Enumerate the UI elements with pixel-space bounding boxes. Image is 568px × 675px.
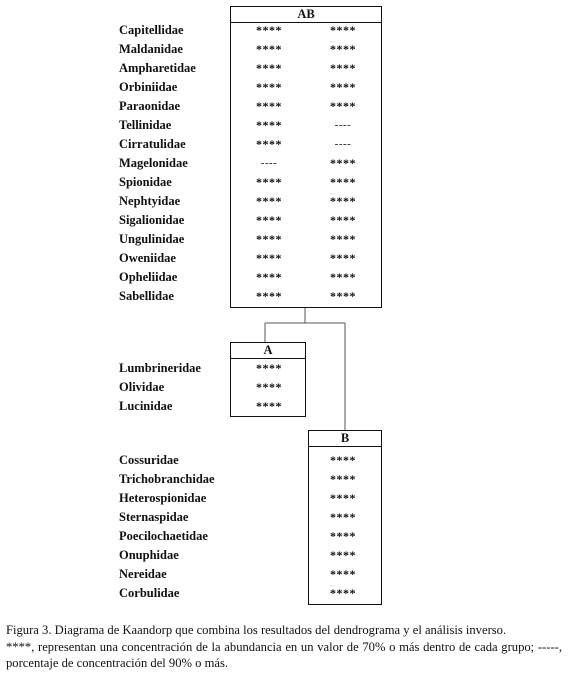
concentration-mark: **** [330,251,356,265]
concentration-mark: **** [330,175,356,189]
concentration-mark: **** [330,99,356,113]
concentration-mark: **** [330,289,356,303]
concentration-mark: ---- [334,138,352,150]
concentration-mark: **** [256,118,282,132]
concentration-mark: **** [256,137,282,151]
concentration-mark: **** [330,548,356,562]
concentration-mark: **** [256,361,282,375]
concentration-mark: **** [330,80,356,94]
concentration-mark: **** [330,42,356,56]
concentration-mark: **** [330,156,356,170]
concentration-mark: **** [330,194,356,208]
family-name: Sabellidae [119,289,174,303]
family-name: Orbiniidae [119,80,178,94]
concentration-mark: **** [256,380,282,394]
concentration-mark: **** [256,232,282,246]
concentration-mark: ---- [334,119,352,131]
family-name: Paraonidae [119,99,181,113]
figure-caption [6,622,562,672]
group-a-col1 [249,359,289,416]
concentration-mark: **** [330,567,356,581]
group-a-label: A [231,343,305,359]
concentration-mark: **** [256,99,282,113]
family-name: Cirratulidae [119,137,186,151]
concentration-mark: ---- [260,157,278,169]
concentration-mark: **** [330,510,356,524]
group-b-families [119,451,215,603]
concentration-mark: **** [256,23,282,37]
concentration-mark: **** [256,399,282,413]
family-name: Sternaspidae [119,510,189,524]
concentration-mark: **** [256,80,282,94]
concentration-mark: **** [330,586,356,600]
family-name: Onuphidae [119,548,179,562]
concentration-mark: **** [330,23,356,37]
group-ab-label: AB [231,7,381,23]
family-name: Olividae [119,380,165,394]
family-name: Cossuridae [119,453,179,467]
concentration-mark: **** [256,194,282,208]
caption-legend: ****, representan una concentración de la abundancia en un valor de 70% o más dentro de cada grupo; -----, porcentaje de concentración del 90% o más. [6,639,562,670]
family-name: Poecilochaetidae [119,529,208,543]
family-name: Heterospionidae [119,491,207,505]
family-name: Sigalionidae [119,213,185,227]
family-name: Trichobranchidae [119,472,215,486]
concentration-mark: **** [330,270,356,284]
concentration-mark: **** [330,232,356,246]
concentration-mark: **** [330,453,356,467]
group-b-label: B [309,431,381,447]
family-name: Corbulidae [119,586,180,600]
family-name: Spionidae [119,175,172,189]
family-name: Lumbrineridae [119,361,201,375]
family-name: Nephtyidae [119,194,181,208]
family-name: Opheliidae [119,270,178,284]
family-name: Maldanidae [119,42,183,56]
family-name: Oweniidae [119,251,176,265]
concentration-mark: **** [330,529,356,543]
group-a-families [119,359,201,416]
caption-title: Figura 3. Diagrama de Kaandorp que combina los resultados del dendrograma y el análisis inverso. [6,623,507,637]
family-name: Ungulinidae [119,232,185,246]
family-name: Ampharetidae [119,61,196,75]
family-name: Tellinidae [119,118,172,132]
concentration-mark: **** [256,42,282,56]
concentration-mark: **** [256,251,282,265]
concentration-mark: **** [330,472,356,486]
concentration-mark: **** [256,61,282,75]
concentration-mark: **** [330,213,356,227]
family-name: Lucinidae [119,399,173,413]
group-b-col1 [323,451,363,603]
family-name: Capitellidae [119,23,184,37]
concentration-mark: **** [256,289,282,303]
family-name: Nereidae [119,567,167,581]
concentration-mark: **** [330,61,356,75]
family-name: Magelonidae [119,156,188,170]
concentration-mark: **** [330,491,356,505]
concentration-mark: **** [256,270,282,284]
concentration-mark: **** [256,175,282,189]
concentration-mark: **** [256,213,282,227]
